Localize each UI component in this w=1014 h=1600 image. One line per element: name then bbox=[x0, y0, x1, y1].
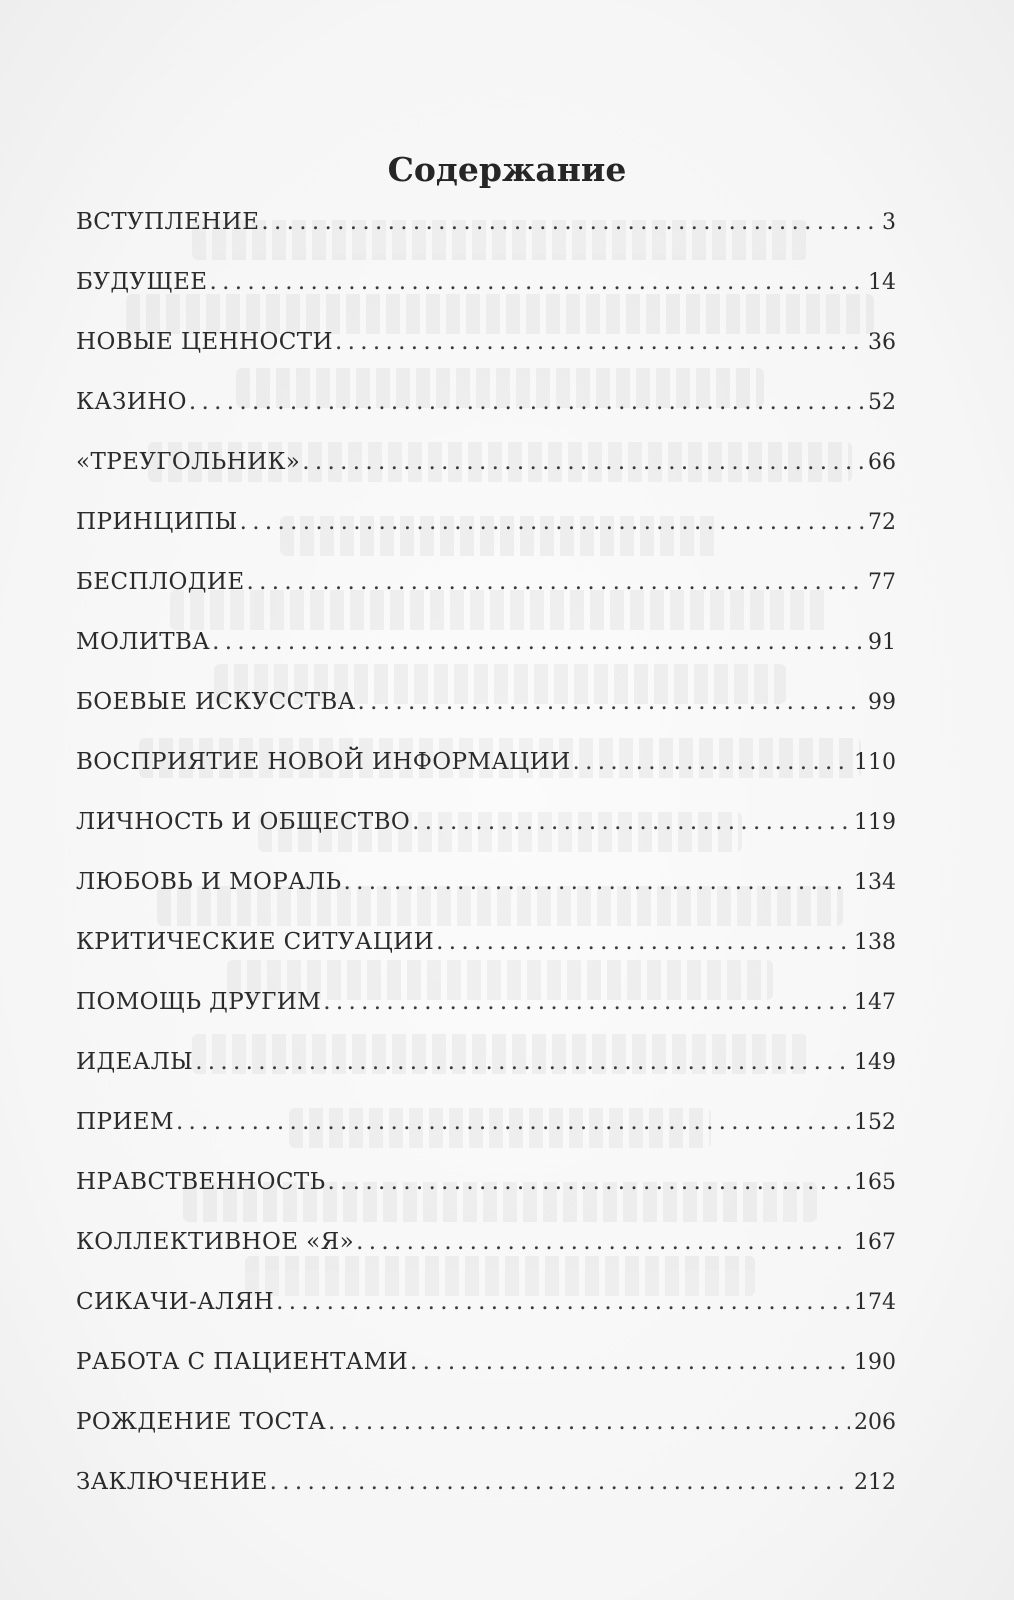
toc-entry-page-number: 14 bbox=[868, 270, 896, 295]
toc-leader-dots bbox=[240, 492, 864, 552]
toc-entry-page-number: 52 bbox=[868, 390, 896, 415]
toc-entry[interactable] bbox=[76, 492, 896, 552]
toc-entry-page-number: 206 bbox=[854, 1410, 896, 1435]
toc-entry[interactable] bbox=[76, 1272, 896, 1332]
toc-leader-dots bbox=[176, 1092, 850, 1152]
toc-entry[interactable] bbox=[76, 432, 896, 492]
toc-leader-dots bbox=[356, 1212, 850, 1272]
toc-entry-title: КАЗИНО bbox=[76, 389, 187, 415]
toc-entry-title: РОЖДЕНИЕ ТОСТА bbox=[76, 1409, 327, 1435]
table-of-contents bbox=[76, 192, 896, 1512]
toc-entry-page-number: 212 bbox=[854, 1470, 896, 1495]
page-title: Содержание bbox=[387, 150, 627, 190]
toc-entry-page-number: 149 bbox=[854, 1050, 896, 1075]
toc-entry[interactable] bbox=[76, 1092, 896, 1152]
toc-leader-dots bbox=[343, 852, 850, 912]
toc-leader-dots bbox=[410, 1332, 850, 1392]
toc-leader-dots bbox=[302, 432, 864, 492]
toc-entry-title: БЕСПЛОДИЕ bbox=[76, 569, 245, 595]
toc-entry-title: ВСТУПЛЕНИЕ bbox=[76, 209, 260, 235]
toc-entry-page-number: 72 bbox=[868, 510, 896, 535]
toc-entry[interactable] bbox=[76, 252, 896, 312]
toc-entry[interactable] bbox=[76, 852, 896, 912]
toc-leader-dots bbox=[276, 1272, 850, 1332]
toc-entry-page-number: 190 bbox=[854, 1350, 896, 1375]
toc-entry[interactable] bbox=[76, 372, 896, 432]
toc-entry-title: ПОМОЩЬ ДРУГИМ bbox=[76, 989, 322, 1015]
toc-entry-page-number: 165 bbox=[854, 1170, 896, 1195]
toc-entry-page-number: 147 bbox=[854, 990, 896, 1015]
toc-entry[interactable] bbox=[76, 792, 896, 852]
toc-leader-dots bbox=[328, 1392, 850, 1452]
toc-entry-page-number: 174 bbox=[854, 1290, 896, 1315]
toc-entry-title: БОЕВЫЕ ИСКУССТВА bbox=[76, 689, 356, 715]
toc-entry[interactable] bbox=[76, 1212, 896, 1272]
toc-leader-dots bbox=[412, 792, 850, 852]
toc-entry-page-number: 152 bbox=[854, 1110, 896, 1135]
toc-entry-title: КРИТИЧЕСКИЕ СИТУАЦИИ bbox=[76, 929, 435, 955]
toc-leader-dots bbox=[358, 672, 864, 732]
toc-entry-page-number: 91 bbox=[868, 630, 896, 655]
toc-leader-dots bbox=[212, 612, 864, 672]
toc-entry-title: «ТРЕУГОЛЬНИК» bbox=[76, 449, 301, 475]
toc-leader-dots bbox=[189, 372, 864, 432]
toc-leader-dots bbox=[323, 972, 850, 1032]
toc-entry-title: МОЛИТВА bbox=[76, 629, 211, 655]
toc-entry-title: ИДЕАЛЫ bbox=[76, 1049, 194, 1075]
toc-leader-dots bbox=[261, 192, 878, 252]
toc-entry-title: СИКАЧИ-АЛЯН bbox=[76, 1289, 275, 1315]
toc-entry-title: РАБОТА С ПАЦИЕНТАМИ bbox=[76, 1349, 409, 1375]
toc-entry[interactable] bbox=[76, 612, 896, 672]
toc-entry-page-number: 138 bbox=[854, 930, 896, 955]
toc-entry-title: ПРИНЦИПЫ bbox=[76, 509, 238, 535]
toc-leader-dots bbox=[195, 1032, 850, 1092]
toc-leader-dots bbox=[270, 1452, 850, 1512]
toc-entry-title: ВОСПРИЯТИЕ НОВОЙ ИНФОРМАЦИИ bbox=[76, 749, 571, 775]
toc-entry[interactable] bbox=[76, 552, 896, 612]
toc-entry-title: НОВЫЕ ЦЕННОСТИ bbox=[76, 329, 333, 355]
toc-entry[interactable] bbox=[76, 1392, 896, 1452]
toc-entry-page-number: 66 bbox=[868, 450, 896, 475]
toc-entry-title: ЗАКЛЮЧЕНИЕ bbox=[76, 1469, 268, 1495]
toc-entry-page-number: 77 bbox=[868, 570, 896, 595]
toc-entry[interactable] bbox=[76, 972, 896, 1032]
toc-entry-page-number: 134 bbox=[854, 870, 896, 895]
toc-entry[interactable] bbox=[76, 1332, 896, 1392]
toc-leader-dots bbox=[436, 912, 850, 972]
toc-entry-title: ЛЮБОВЬ И МОРАЛЬ bbox=[76, 869, 342, 895]
toc-entry-title: БУДУЩЕЕ bbox=[76, 269, 208, 295]
toc-entry[interactable] bbox=[76, 1452, 896, 1512]
toc-entry[interactable] bbox=[76, 192, 896, 252]
toc-entry[interactable] bbox=[76, 912, 896, 972]
toc-entry-page-number: 167 bbox=[854, 1230, 896, 1255]
toc-entry-page-number: 36 bbox=[868, 330, 896, 355]
toc-entry-page-number: 110 bbox=[854, 750, 896, 775]
toc-leader-dots bbox=[209, 252, 864, 312]
toc-leader-dots bbox=[335, 312, 864, 372]
toc-entry-title: НРАВСТВЕННОСТЬ bbox=[76, 1169, 326, 1195]
toc-entry[interactable] bbox=[76, 672, 896, 732]
toc-entry-title: ПРИЕМ bbox=[76, 1109, 174, 1135]
toc-entry[interactable] bbox=[76, 1152, 896, 1212]
toc-entry[interactable] bbox=[76, 1032, 896, 1092]
toc-entry-page-number: 3 bbox=[882, 210, 896, 235]
toc-entry-title: КОЛЛЕКТИВНОЕ «Я» bbox=[76, 1229, 355, 1255]
toc-leader-dots bbox=[573, 732, 850, 792]
toc-entry-page-number: 99 bbox=[868, 690, 896, 715]
toc-leader-dots bbox=[328, 1152, 851, 1212]
toc-entry-page-number: 119 bbox=[854, 810, 896, 835]
toc-leader-dots bbox=[247, 552, 864, 612]
toc-entry-title: ЛИЧНОСТЬ И ОБЩЕСТВО bbox=[76, 809, 411, 835]
toc-entry[interactable] bbox=[76, 732, 896, 792]
toc-entry[interactable] bbox=[76, 312, 896, 372]
